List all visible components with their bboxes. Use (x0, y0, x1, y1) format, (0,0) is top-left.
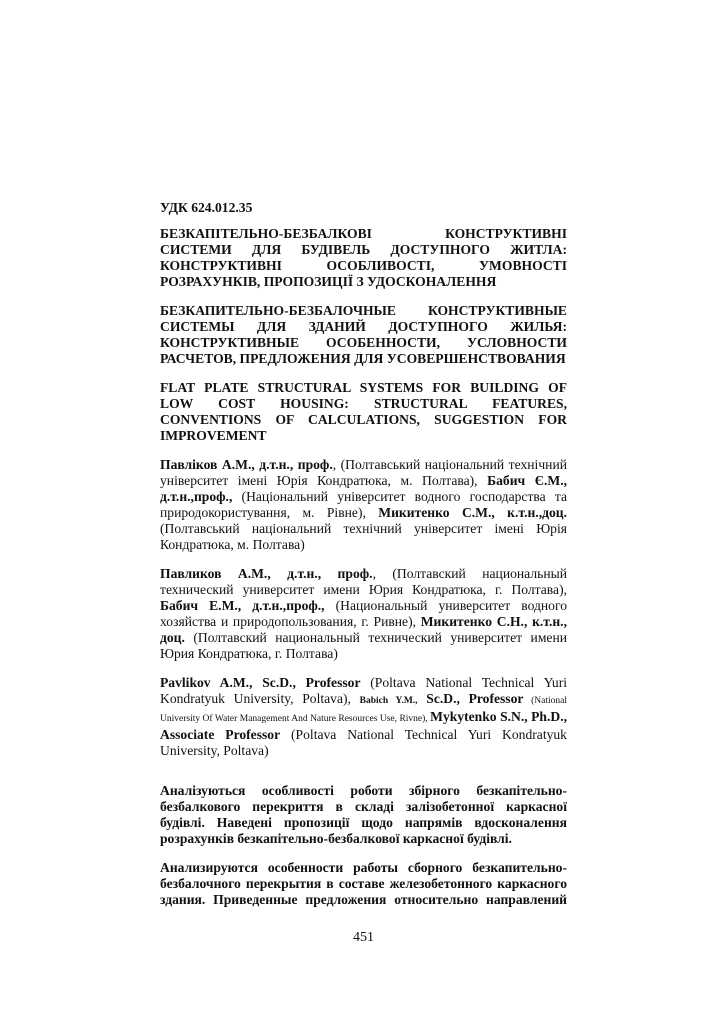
abstract-ukrainian: Аналізуються особливості роботи збірного безкапітельно-безбалкового перекриття в складі залізобетонної каркасної будівлі. Наведені пропозиції щодо напрямів вдосконалення розрахунків безкапітельно-безбалкової каркасної будівлі. (160, 783, 567, 846)
authors-english (160, 675, 567, 759)
author-affiliation: (Poltava National Technical Yuri Kondratyuk University, Poltava), (160, 675, 568, 706)
author-affiliation: (Національний університет водного господарства та природокористування, м. Рівне), (160, 489, 567, 520)
abstract-russian: Анализируются особенности работы сборного безкапительно-безбалочного перекрытия в составе железобетонного каркасного здания. Приведенные предложения относительно направлений (160, 860, 567, 907)
author-name: Бабич Є.М., д.т.н.,проф., (160, 473, 567, 504)
page-number: 451 (353, 930, 374, 945)
title-ukrainian: БЕЗКАПІТЕЛЬНО-БЕЗБАЛКОВІ КОНСТРУКТИВНІ СИСТЕМИ ДЛЯ БУДІВЕЛЬ ДОСТУПНОГО ЖИТЛА: КОНСТРУКТИВНІ ОСОБЛИВОСТІ, УМОВНОСТІ РОЗРАХУНКІВ, ПРОПОЗИЦІЇ З УДОСКОНАЛЕННЯ (160, 226, 567, 289)
author-name: Бабич Е.М., д.т.н.,проф., (160, 598, 325, 613)
author-name: Павликов А.М., д.т.н., проф. (160, 566, 373, 581)
author-name: Mykytenko S.N., Ph.D., Associate Professor (160, 709, 567, 742)
page-content (160, 200, 567, 946)
author-name: Павліков А.М., д.т.н., проф. (160, 457, 333, 472)
author-affiliation: (Национальный университет водного хозяйства и природопользования, г. Ривне), (160, 598, 567, 629)
author-affiliation: (Полтавский национальный технический университет имени Юрия Кондратюка, г. Полтава) (160, 630, 567, 661)
authors-ukrainian (160, 457, 567, 553)
author-affiliation: (National University Of Water Management And Nature Resources Use, Rivne), (160, 696, 567, 724)
author-name: Babich Y.M., (359, 696, 418, 706)
author-affiliation: , (Полтавський національний технічний університет імені Юрія Кондратюка, м. Полтава), (160, 457, 567, 488)
author-name: Микитенко С.М., к.т.н.,доц. (378, 505, 567, 520)
title-english: FLAT PLATE STRUCTURAL SYSTEMS FOR BUILDING OF LOW COST HOUSING: STRUCTURAL FEATURES, CONVENTIONS OF CALCULATIONS, SUGGESTION FOR IMPROVEMENT (160, 380, 567, 443)
author-affiliation: (Poltava National Technical Yuri Kondratyuk University, Poltava) (160, 727, 567, 758)
author-degree: Sc.D., Professor (417, 691, 524, 706)
author-affiliation: , (Полтавский национальный технический университет имени Юрия Кондратюка, г. Полтава), (160, 566, 567, 597)
author-affiliation: (Полтавський національний технічний університет імені Юрія Кондратюка, м. Полтава) (160, 521, 567, 552)
author-name: Pavlikov A.M., Sc.D., Professor (160, 675, 361, 690)
authors-russian (160, 566, 567, 662)
udc-code: УДК 624.012.35 (160, 200, 253, 215)
author-name: Микитенко С.Н., к.т.н., доц. (160, 614, 567, 645)
title-russian: БЕЗКАПИТЕЛЬНО-БЕЗБАЛОЧНЫЕ КОНСТРУКТИВНЫЕ СИСТЕМЫ ДЛЯ ЗДАНИЙ ДОСТУПНОГО ЖИЛЬЯ: КОНСТРУКТИВНЫЕ ОСОБЕННОСТИ, УСЛОВНОСТИ РАСЧЕТОВ, ПРЕДЛОЖЕНИЯ ДЛЯ УСОВЕРШЕНСТВОВАНИЯ (160, 303, 567, 366)
